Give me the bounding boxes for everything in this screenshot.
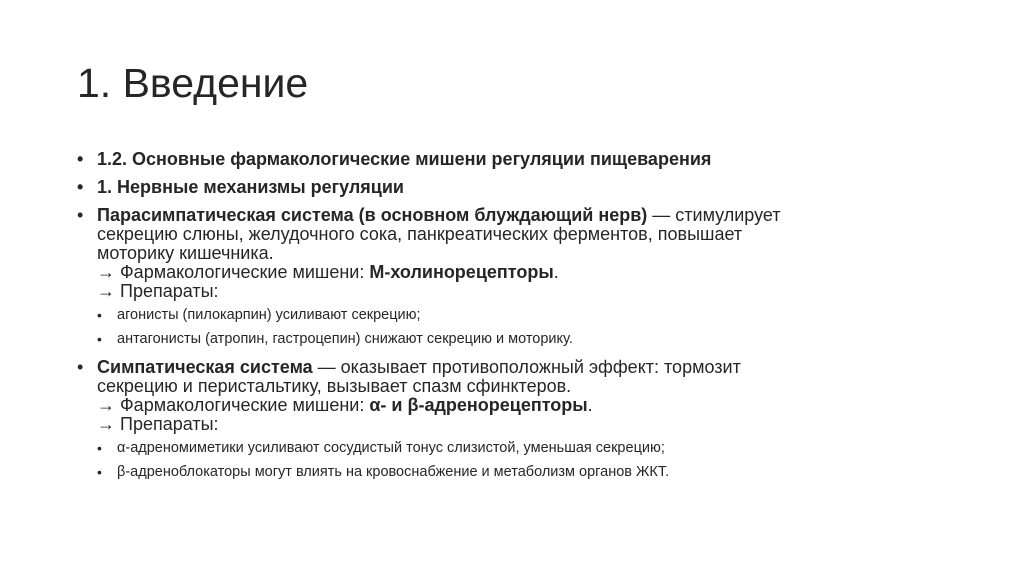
sub-bullet: • β-адреноблокаторы могут влиять на кровоснабжение и метаболизм органов ЖКТ. <box>97 463 977 482</box>
targets-line <box>97 396 977 415</box>
drugs-line: → Препараты: <box>97 281 219 301</box>
bullet-text: • 1.2. Основные фармакологические мишени регуляции пищеварения <box>97 149 712 169</box>
targets-bold: М-холинорецепторы <box>369 262 554 282</box>
targets-suffix: . <box>553 262 559 282</box>
sub-bullet: • α-адреномиметики усиливают сосудистый тонус слизистой, уменьшая секрецию; <box>97 439 977 458</box>
bullet-parasympathetic <box>77 206 977 349</box>
bullet-text: — оказывает противоположный эффект: тормозит <box>312 357 741 377</box>
bullet-heading-targets <box>77 150 977 169</box>
bullet-sympathetic <box>77 358 977 482</box>
targets-prefix: → Фармакологические мишени: <box>97 395 370 415</box>
targets-line <box>97 263 977 282</box>
sub-bullet: • антагонисты (атропин, гастроцепин) снижают секрецию и моторику. <box>97 330 977 349</box>
sub-list <box>97 439 977 482</box>
targets-suffix: . <box>587 395 593 415</box>
targets-bold: α- и β-адренорецепторы <box>369 395 588 415</box>
bullet-line <box>97 358 977 377</box>
bullet-line: секрецию слюны, желудочного сока, панкреатических ферментов, повышает <box>97 224 743 244</box>
bullet-text: — стимулирует <box>647 205 781 225</box>
targets-prefix: → Фармакологические мишени: <box>97 262 370 282</box>
bullet-line <box>97 206 977 225</box>
bullet-heading-nervous <box>77 178 977 197</box>
bullet-line: моторику кишечника. <box>97 243 274 263</box>
slide-title: 1. Введение <box>77 60 309 106</box>
sub-bullet: • агонисты (пилокарпин) усиливают секрецию; <box>97 306 977 325</box>
bullet-line: секрецию и перистальтику, вызывает спазм сфинктеров. <box>97 376 572 396</box>
bold-term: Симпатическая система <box>97 357 313 377</box>
slide-body <box>77 150 977 491</box>
drugs-line: → Препараты: <box>97 414 219 434</box>
bullet-text: • 1. Нервные механизмы регуляции <box>97 177 404 197</box>
bold-term: Парасимпатическая система (в основном блуждающий нерв) <box>97 205 648 225</box>
sub-list <box>97 306 977 349</box>
